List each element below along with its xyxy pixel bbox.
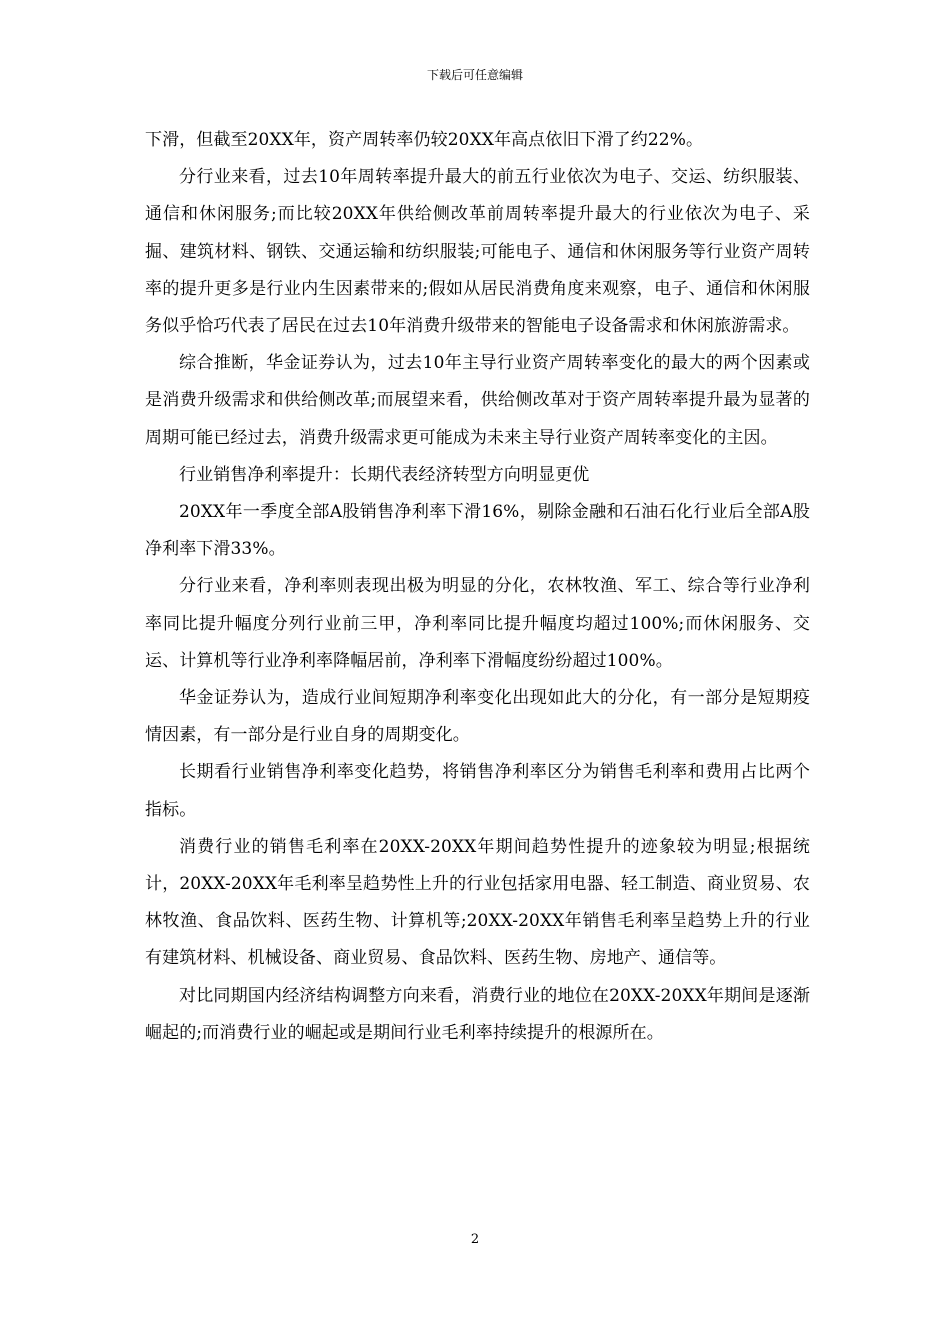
paragraph: 长期看行业销售净利率变化趋势，将销售净利率区分为销售毛利率和费用占比两个指标。 xyxy=(145,762,810,820)
paragraph: 华金证券认为，造成行业间短期净利率变化出现如此大的分化，有一部分是短期疫情因素，有一部分是行业自身的周期变化。 xyxy=(145,688,810,746)
paragraph: 分行业来看，过去10年周转率提升最大的前五行业依次为电子、交运、纺织服装、通信和休闲服务;而比较20XX年供给侧改革前周转率提升最大的行业依次为电子、采掘、建筑材料、钢铁、交通运输和纺织服装;可能电子、通信和休闲服务等行业资产周转率的提升更多是行业内生因素带来的;假如从居民消费角度来观察，电子、通信和休闲服务似乎恰巧代表了居民在过去10年消费升级带来的智能电子设备需求和休闲旅游需求。 xyxy=(145,167,810,337)
document-body xyxy=(145,122,810,1052)
page-header: 下载后可任意编辑 xyxy=(426,68,523,82)
paragraph: 20XX年一季度全部A股销售净利率下滑16%，剔除金融和石油石化行业后全部A股净利率下滑33%。 xyxy=(145,502,810,560)
section-heading: 行业销售净利率提升：长期代表经济转型方向明显更优 xyxy=(179,464,590,485)
page-number: 2 xyxy=(470,1232,480,1247)
paragraph: 消费行业的销售毛利率在20XX-20XX年期间趋势性提升的迹象较为明显;根据统计，20XX-20XX年毛利率呈趋势性上升的行业包括家用电器、轻工制造、商业贸易、农林牧渔、食品饮料、医药生物、计算机等;20XX-20XX年销售毛利率呈趋势上升的行业有建筑材料、机械设备、商业贸易、食品饮料、医药生物、房地产、通信等。 xyxy=(145,836,810,969)
paragraph: 分行业来看，净利率则表现出极为明显的分化，农林牧渔、军工、综合等行业净利率同比提升幅度分列行业前三甲，净利率同比提升幅度均超过100%;而休闲服务、交运、计算机等行业净利率降幅居前，净利率下滑幅度纷纷超过100%。 xyxy=(145,576,810,671)
paragraph: 对比同期国内经济结构调整方向来看，消费行业的地位在20XX-20XX年期间是逐渐崛起的;而消费行业的崛起或是期间行业毛利率持续提升的根源所在。 xyxy=(145,985,810,1043)
paragraph: 综合推断，华金证券认为，过去10年主导行业资产周转率变化的最大的两个因素或是消费升级需求和供给侧改革;而展望来看，供给侧改革对于资产周转率提升最为显著的周期可能已经过去，消费升级需求更可能成为未来主导行业资产周转率变化的主因。 xyxy=(145,353,810,448)
paragraph: 下滑，但截至20XX年，资产周转率仍较20XX年高点依旧下滑了约22%。 xyxy=(145,130,704,150)
